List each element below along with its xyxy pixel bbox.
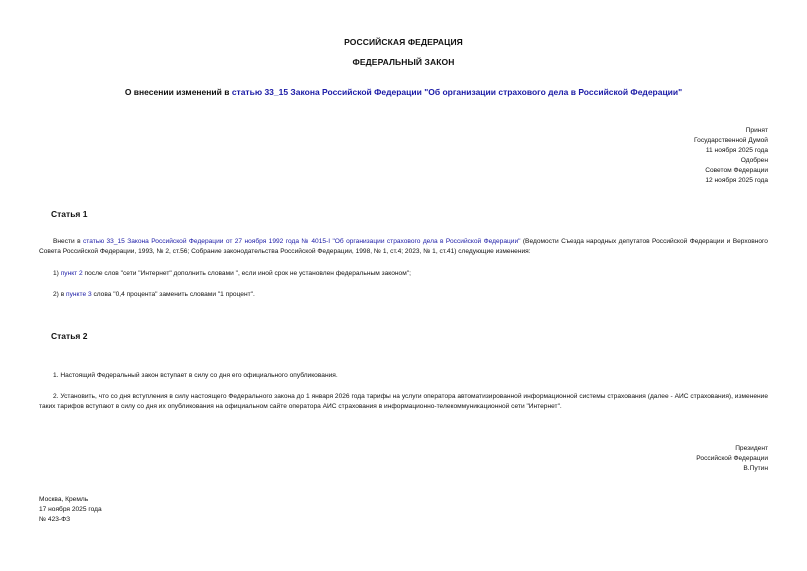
adoption-line: Одобрен (740, 157, 768, 164)
article-1-law-link[interactable]: статью 33_15 Закона Российской Федерации от 27 ноября 1992 года № 4015-I "Об организации страхового дела в Российской Федерации" (82, 238, 521, 245)
signature-line: Президент (735, 445, 768, 452)
adoption-line: 12 ноября 2025 года (705, 177, 768, 184)
article-1-intro (39, 237, 768, 257)
item-1-suffix: после слов "сети "Интернет" дополнить словами ", если иной срок не установлен федеральным законом"; (82, 270, 411, 277)
place-date-block (39, 495, 102, 525)
law-title-prefix: О внесении изменений в (124, 87, 232, 97)
law-number: № 423-ФЗ (39, 516, 71, 523)
law-title (0, 87, 807, 97)
signature-block (696, 444, 768, 474)
article-1-item-2 (39, 290, 768, 300)
signature-line: В.Путин (743, 465, 768, 472)
article-1-intro-prefix: Внести в (53, 238, 83, 245)
article-1-item-1 (39, 269, 768, 279)
article-2-para-1: 1. Настоящий Федеральный закон вступает в силу со дня его официального опубликования. (53, 372, 338, 379)
item-1-link[interactable]: пункт 2 (60, 270, 83, 277)
article-2-title: Статья 2 (51, 331, 88, 341)
signature-line: Российской Федерации (696, 455, 768, 462)
article-2-para-2: 2. Установить, что со дня вступления в силу настоящего Федерального закона до 1 января 2026 года тарифы на услуги оператора автоматизированной информационной системы страхования (далее - АИС страхования), изменение таких тарифов вступают в силу со дня их опубликования на официальном сайте оператора АИС страхования в информационно-телекоммуникационной сети "Интернет". (39, 393, 768, 410)
item-2-link[interactable]: пункте 3 (66, 291, 92, 298)
date-line: 17 ноября 2025 года (39, 506, 102, 513)
article-1-title: Статья 1 (51, 209, 88, 219)
adoption-line: Принят (745, 127, 768, 134)
country-heading: РОССИЙСКАЯ ФЕДЕРАЦИЯ (344, 37, 463, 47)
item-2-prefix: 2) в (53, 291, 67, 298)
item-1-prefix: 1) (53, 270, 61, 277)
adoption-line: Советом Федерации (705, 167, 768, 174)
item-2-suffix: слова "0,4 процента" заменить словами "1 процент". (91, 291, 255, 298)
law-type-heading: ФЕДЕРАЛЬНЫЙ ЗАКОН (352, 57, 455, 67)
adoption-line: Государственной Думой (694, 137, 768, 144)
adoption-line: 11 ноября 2025 года (705, 147, 768, 154)
article-1-intro-suffix: (Ведомости Съезда народных депутатов Российской Федерации и Верховного Совета Российской Федерации, 1993, № 2, ст.56; Собрание законодательства Российской Федерации, 1998, № 1, ст.4; 2023, № 1, ст.41) следующие изменения: (39, 238, 768, 255)
adoption-info (694, 126, 768, 186)
law-title-link[interactable]: статью 33_15 Закона Российской Федерации "Об организации страхового дела в Российской Федерации" (231, 87, 683, 97)
place-line: Москва, Кремль (39, 496, 89, 503)
